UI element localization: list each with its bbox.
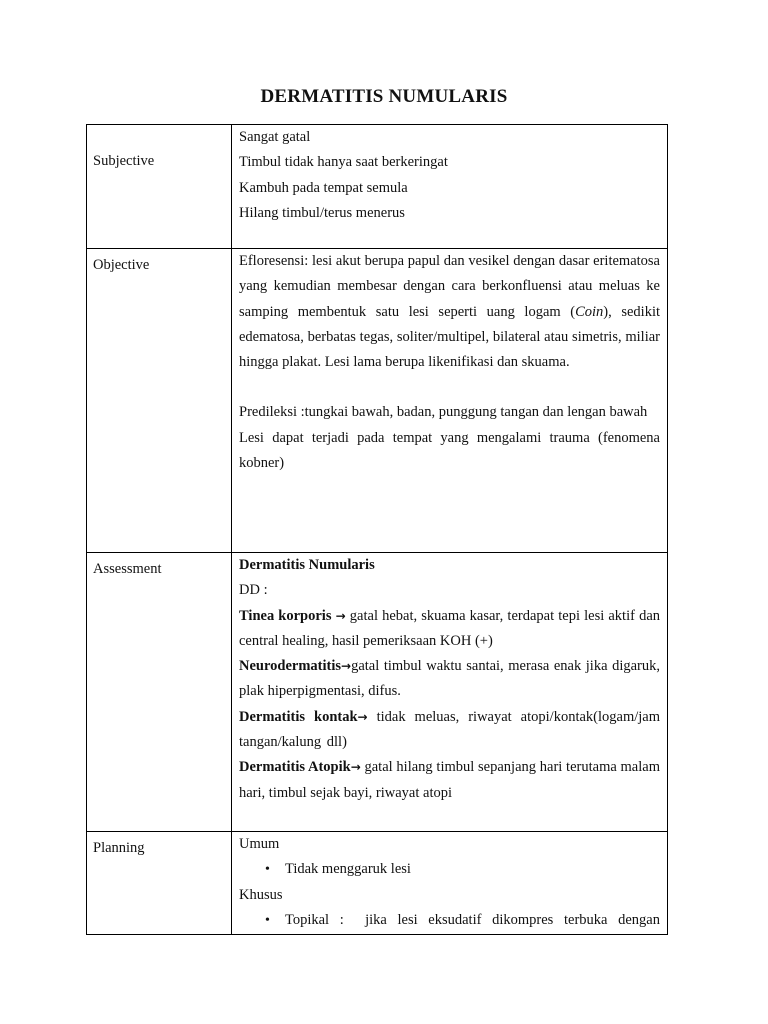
efloresensi-text-b: ), sedikit edematosa, berbatas tegas, soliter/multipel, bilateral atau simetris, miliar hingga plakat. Lesi lama berupa likenifikasi dan skuama. [239, 303, 660, 371]
dd-desc: gatal timbul waktu santai, merasa enak jika digaruk, plak hiperpigmentasi, difus. [239, 658, 660, 700]
subjective-line: Timbul tidak hanya saat berkeringat [239, 154, 448, 171]
planning-khusus-label: Khusus [239, 886, 283, 903]
dd-desc: gatal hebat, skuama kasar, terdapat tepi lesi aktif dan central healing, hasil pemeriksaan KOH (+) [239, 607, 660, 649]
efloresensi-coin: Coin [575, 303, 604, 320]
dd-item-atopik [239, 755, 660, 806]
planning-row [87, 832, 668, 935]
objective-kobner: Lesi dapat terjadi pada tempat yang mengalami trauma (fenomena kobner) [239, 429, 660, 472]
planning-umum-label: Umum [239, 836, 280, 852]
objective-row [87, 249, 668, 553]
arrow-right-icon: → [350, 760, 361, 775]
planning-label: Planning [93, 840, 145, 856]
assessment-diagnosis: Dermatitis Numularis [239, 557, 375, 573]
objective-predileksi: Predileksi :tungkai bawah, badan, punggung tangan dan lengan bawah [239, 404, 648, 421]
dd-item-kontak [239, 705, 660, 756]
dd-item-tinea [239, 604, 660, 655]
subjective-row [87, 125, 668, 249]
subjective-line: Kambuh pada tempat semula [239, 179, 408, 196]
subjective-content [232, 125, 668, 249]
planning-umum-list [239, 857, 660, 882]
soap-table [86, 124, 668, 935]
planning-content [232, 832, 668, 935]
subjective-line: Sangat gatal [239, 129, 311, 145]
efloresensi-text-a: Efloresensi: lesi akut berupa papul dan vesikel dengan dasar eritematosa yang kemudian membesar dengan cara berkonfluensi atau meluas ke samping membentuk satu lesi seperti uang logam ( [239, 253, 660, 320]
assessment-label-cell [87, 553, 232, 832]
dd-item-neurodermatitis [239, 654, 660, 705]
subjective-line: Hilang timbul/terus menerus [239, 204, 405, 221]
assessment-dd-label: DD : [239, 582, 268, 599]
assessment-label: Assessment [93, 561, 162, 577]
list-item: • Tidak menggaruk lesi [265, 857, 660, 882]
subjective-label-cell [87, 125, 232, 249]
document-title: DERMATITIS NUMULARIS [260, 86, 508, 107]
planning-khusus-list [239, 908, 660, 933]
subjective-label: Subjective [93, 153, 155, 169]
assessment-content [232, 553, 668, 832]
objective-content [232, 249, 668, 553]
dd-name: Neurodermatitis [239, 658, 342, 675]
list-item: • Topikal : jika lesi eksudatif dikompres terbuka dengan [265, 908, 660, 933]
assessment-row [87, 553, 668, 832]
objective-label-cell [87, 249, 232, 553]
dd-name: Dermatitis kontak [239, 708, 358, 725]
dd-name: Dermatitis Atopik [239, 759, 351, 776]
dd-desc: tidak meluas, riwayat atopi/kontak(logam/jam tangan/kalung dll) [239, 708, 661, 751]
planning-label-cell [87, 832, 232, 935]
arrow-right-icon: → [341, 659, 352, 674]
dd-desc: gatal hilang timbul sepanjang hari terutama malam hari, timbul sejak bayi, riwayat atopi [239, 759, 660, 801]
objective-label: Objective [93, 257, 150, 273]
arrow-right-icon: → [335, 608, 346, 623]
dd-name: Tinea korporis [239, 607, 332, 624]
objective-efloresensi [239, 249, 660, 375]
arrow-right-icon: → [357, 709, 368, 724]
